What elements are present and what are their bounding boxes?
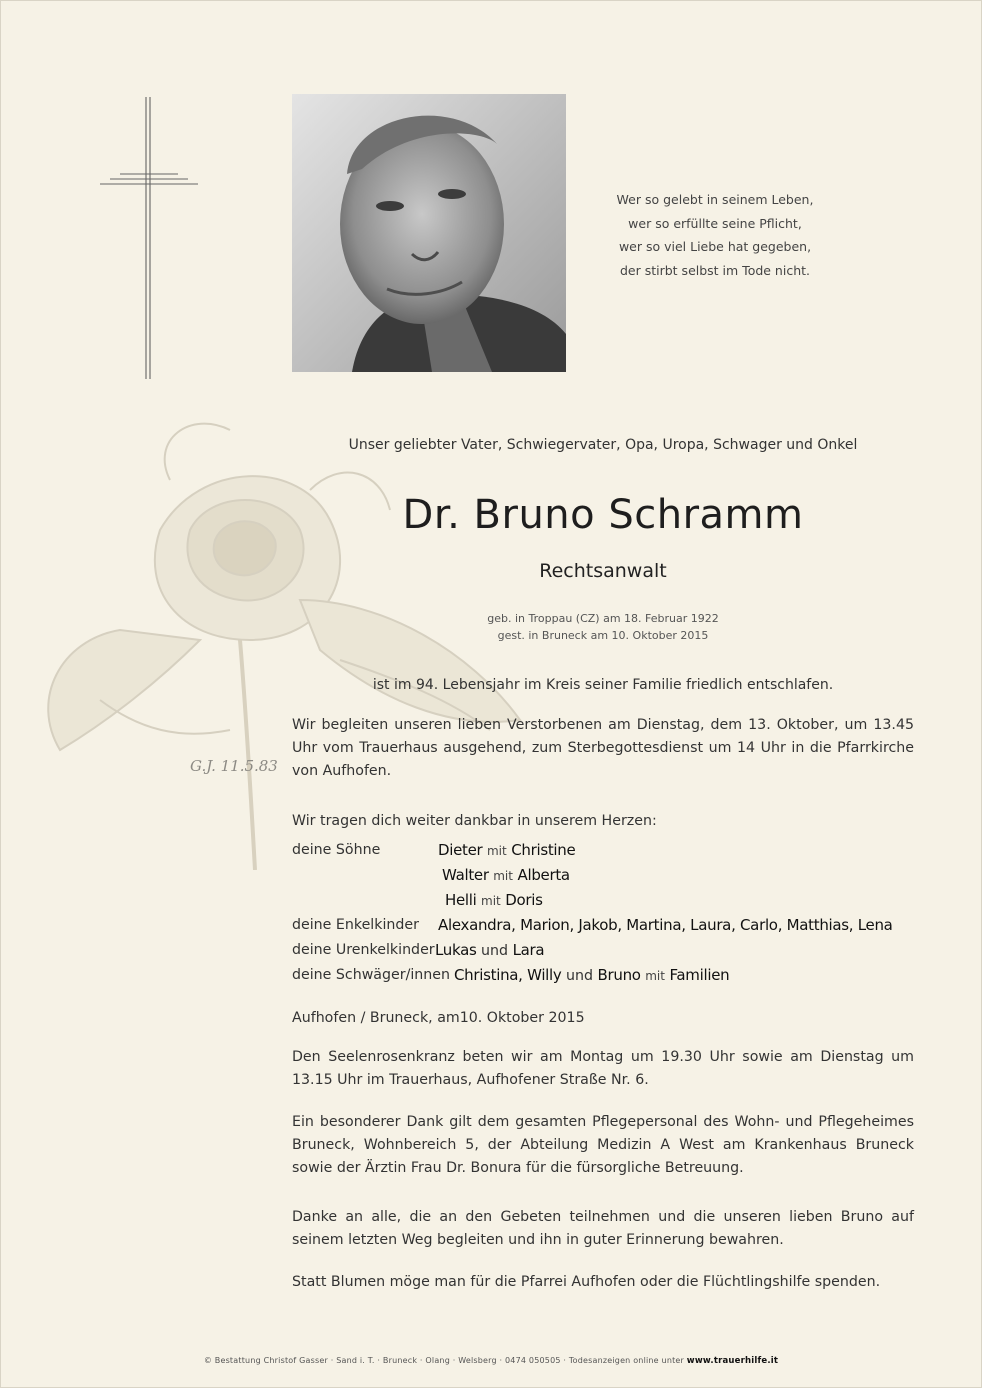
poem-line: Wer so gelebt in seinem Leben,: [616, 192, 814, 207]
death-date: gest. in Bruneck am 10. Oktober 2015: [497, 629, 709, 642]
cross-icon: [100, 97, 198, 379]
greatgrandchildren-label: deine Urenkelkinder: [292, 942, 435, 958]
profession: Rechtsanwalt: [539, 560, 667, 582]
footer: [0, 1356, 982, 1366]
danke-paragraph: Danke an alle, die an den Gebeten teilnehmen und die unseren lieben Bruno auf seinem letzten Weg begleiten und ihn in guter Erinnerung bewahren.: [292, 1209, 914, 1248]
footer-text: © Bestattung Christof Gasser · Sand i. T. · Bruneck · Olang · Welsberg · 0474 050505 · Todesanzeigen online unter: [203, 1356, 685, 1365]
family-row-inlaws: [292, 963, 730, 987]
grandchildren-label: deine Enkelkinder: [292, 917, 419, 933]
portrait-image: [292, 94, 566, 372]
son-entry: Dieter mit Christine: [438, 841, 576, 859]
flowers-paragraph: Statt Blumen möge man für die Pfarrei Aufhofen oder die Flüchtlingshilfe spenden.: [292, 1274, 881, 1290]
rosary-paragraph: Den Seelenrosenkranz beten wir am Montag um 19.30 Uhr sowie am Dienstag um 13.15 Uhr im Trauerhaus, Aufhofener Straße Nr. 6.: [292, 1049, 914, 1088]
poem-line: wer so erfüllte seine Pflicht,: [628, 215, 802, 231]
sons-label: deine Söhne: [292, 842, 381, 858]
thanks-paragraph: Ein besonderer Dank gilt dem gesamten Pflegepersonal des Wohn- und Pflegeheimes Bruneck, Wohnbereich 5, der Abteilung Medizin A West am Krankenhaus Bruneck sowie der Ärztin Frau Dr. Bonura für die fürsorgliche Betreuung.: [292, 1114, 914, 1176]
family-row-greatgrandchildren: [292, 938, 545, 962]
family-row-grandchildren: [292, 913, 893, 937]
birth-date: geb. in Troppau (CZ) am 18. Februar 1922: [487, 612, 719, 625]
family-row-sons: [292, 838, 576, 862]
remember-line: Wir tragen dich weiter dankbar in unserem Herzen:: [292, 813, 657, 829]
place-date: Aufhofen / Bruneck, am10. Oktober 2015: [292, 1010, 585, 1026]
artist-signature: G.J. 11.5.83: [190, 757, 278, 775]
footer-link[interactable]: www.trauerhilfe.it: [686, 1356, 779, 1366]
grandchildren-names: Alexandra, Marion, Jakob, Martina, Laura, Carlo, Matthias, Lena: [438, 916, 893, 934]
portrait-photo: [292, 94, 566, 372]
son-entry: Helli mit Doris: [445, 891, 543, 909]
inlaws-label: deine Schwäger/innen: [292, 967, 450, 983]
greatgrandchildren-names: Lukas und Lara: [435, 941, 545, 959]
poem-line: wer so viel Liebe hat gegeben,: [618, 239, 812, 254]
funeral-paragraph: Wir begleiten unseren lieben Verstorbenen am Dienstag, dem 13. Oktober, um 13.45 Uhr vom Trauerhaus ausgehend, zum Sterbegottesdienst um 14 Uhr in die Pfarrkirche von Aufhofen.: [292, 717, 914, 779]
intro-text: Unser geliebter Vater, Schwiegervater, Opa, Uropa, Schwager und Onkel: [348, 437, 858, 453]
deceased-name: Dr. Bruno Schramm: [402, 492, 804, 538]
son-entry: Walter mit Alberta: [442, 866, 570, 884]
poem: [600, 188, 830, 282]
life-dates: [290, 610, 916, 644]
poem-line: der stirbt selbst im Tode nicht.: [619, 262, 810, 278]
passed-text: ist im 94. Lebensjahr im Kreis seiner Familie friedlich entschlafen.: [372, 677, 834, 693]
inlaws-names: Christina, Willy und Bruno mit Familien: [454, 966, 730, 984]
